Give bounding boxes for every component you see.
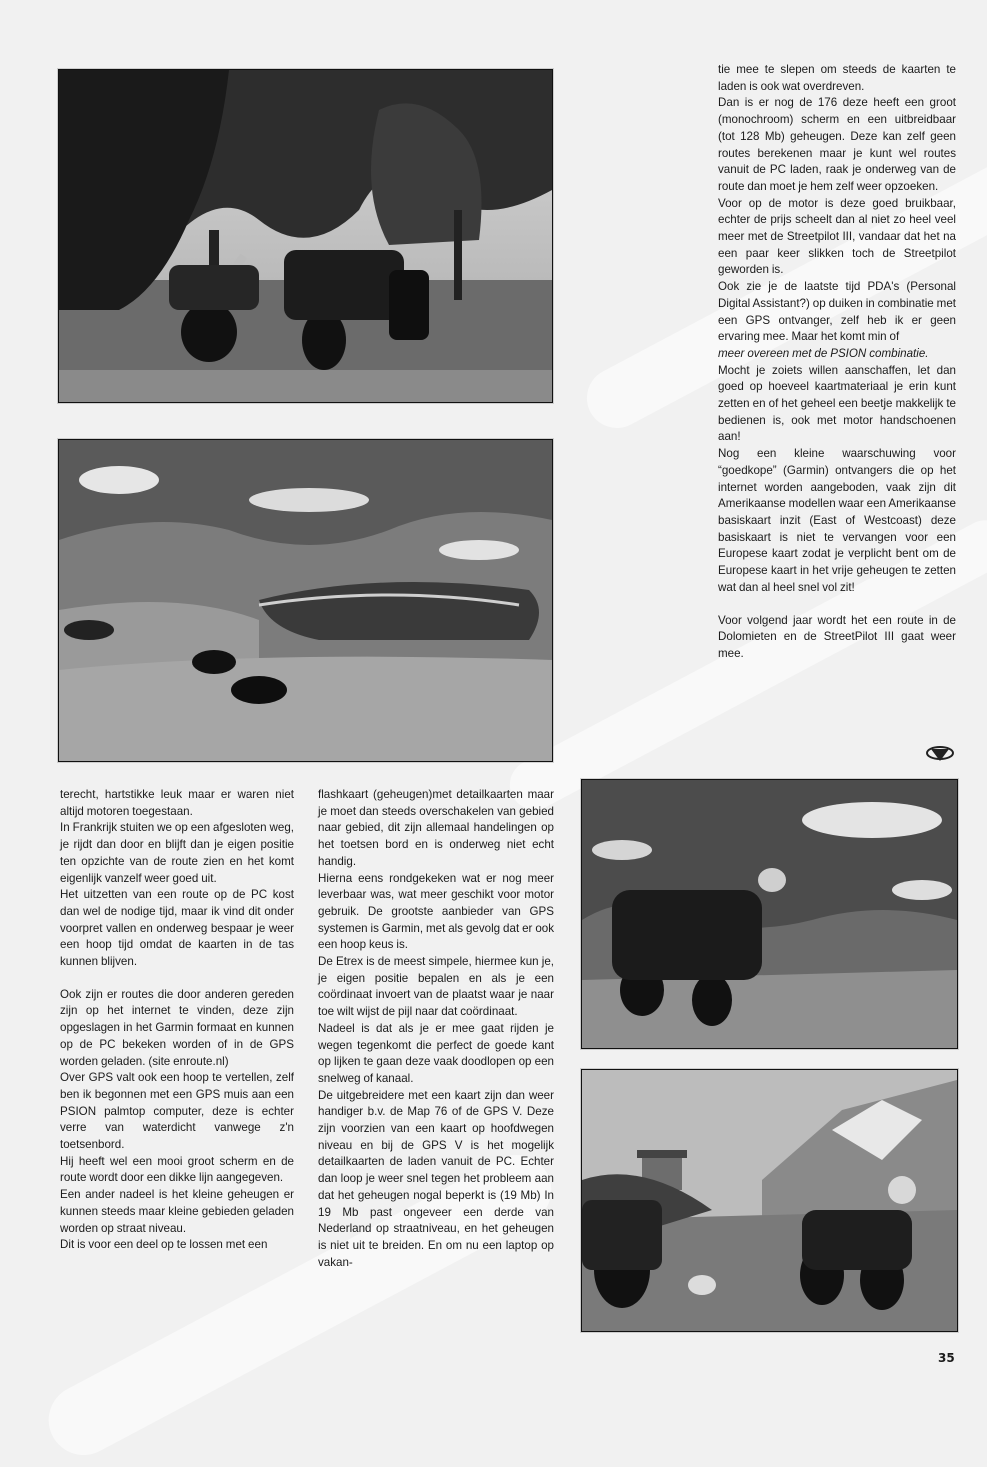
- paragraph: Mocht je zoiets willen aanschaffen, let dan goed op hoeveel kaartmateriaal je erin kunt zetten en of het geheel een beetje makkelijk te bedienen is, ook met motor handschoenen aan!: [718, 363, 956, 444]
- paragraph: flashkaart (geheugen)met detailkaarten maar je moet dan steeds overschakelen van gebied naar gebied, dit zijn allemaal handelingen op het toetsen bord en is onderweg niet echt handig.: [318, 788, 554, 868]
- paragraph: Hij heeft wel een mooi groot scherm en de route wordt door een dikke lijn aangegeven.: [60, 1154, 294, 1185]
- article-column-middle-bottom: [318, 787, 554, 1271]
- end-of-article-icon: [925, 742, 955, 764]
- paragraph: Ook zie je de laatste tijd PDA's (Personal Digital Assistant?) op duiken in combinatie met een GPS ontvanger, zelf heb ik er geen ervaring mee. Maar het komt min of: [718, 280, 956, 344]
- paragraph: In Frankrijk stuiten we op een afgesloten weg, je rijdt dan door en blijft dan je eigen positie ten opzichte van de route zien en het komt eigenlijk vanzelf weer goed uit.: [60, 821, 294, 885]
- paragraph: Voor volgend jaar wordt het een route in de Dolomieten en de StreetPilot III gaat weer mee.: [718, 613, 956, 660]
- paragraph: Ook zijn er routes die door anderen gereden zijn op het internet te vinden, deze zijn opgeslagen in het Garmin formaat en kunnen op de PC bekeken worden of in de GPS worden geladen. (site enroute.nl): [60, 987, 294, 1068]
- article-column-left-bottom: [60, 787, 294, 1254]
- paragraph: Hierna eens rondgekeken wat er nog meer leverbaar was, wat meer geschikt voor motor gebruik. De grootste aanbieder van GPS systemen is Garmin, met als gevolg dat er ook een hoop keus is.: [318, 871, 555, 952]
- paragraph: Het uitzetten van een route op de PC kost dan wel de nodige tijd, maar ik vind dit onder voorpret vallen en onderweg bespaar je weer een hoop tijd omdat de kaarten in de tas kunnen blijven.: [60, 888, 294, 969]
- paragraph: Een ander nadeel is het kleine geheugen er kunnen steeds maar kleine gebieden geladen worden op straat niveau.: [60, 1188, 294, 1235]
- photo-motorcycle-mountain-parking: [581, 779, 958, 1049]
- paragraph: Over GPS valt ook een hoop te vertellen, zelf ben ik begonnen met een GPS muis aan een PSION palmtop computer, deze is echter verre van waterdicht vanwege z'n toetsenbord.: [60, 1071, 294, 1152]
- paragraph: Voor op de motor is deze goed bruikbaar, echter de prijs scheelt dan al niet zo heel veel meer met de Streetpilot III, vandaar dat het na een paar keer slikken toch de Streetpilot geworden is.: [718, 196, 956, 277]
- paragraph: terecht, hartstikke leuk maar er waren niet altijd motoren toegestaan.: [60, 788, 294, 818]
- photo-mountain-hairpin-road: [58, 439, 553, 762]
- paragraph: meer overeen met de PSION combinatie.: [718, 346, 929, 360]
- paragraph: tie mee te slepen om steeds de kaarten te laden is ook wat overdreven.: [718, 63, 956, 93]
- page-number: 35: [938, 1351, 955, 1365]
- photo-motorcycles-under-trees: [58, 69, 553, 403]
- photo-motorcycles-mountain-pass: [581, 1069, 958, 1332]
- article-column-right-top: [718, 62, 956, 663]
- paragraph: De Etrex is de meest simpele, hiermee kun je, je eigen positie bepalen en als je een coördinaat invoert van de plaatst waar je naar toe wilt wijst de pijl naar dat coördinaat.: [318, 955, 554, 1019]
- paragraph: Nog een kleine waarschuwing voor “goedkope” (Garmin) ontvangers die op het internet worden aangeboden, vaak zijn dit Amerikaanse modellen waar een Amerikaanse basiskaart inzit (East of Westcoast) deze basiskaart is niet te vervangen voor een Europese kaart zodat je verplicht bent om de Europese kaart in het vrije geheugen te zetten wat dan al heel snel vol zit!: [718, 447, 956, 594]
- paragraph: Dit is voor een deel op te lossen met een: [60, 1238, 268, 1252]
- paragraph: Dan is er nog de 176 deze heeft een groot (monochroom) scherm en een uitbreidbaar (tot 128 Mb) geheugen. Deze kan zelf geen routes berekenen maar je kunt wel routes vanuit de PC laden, raak je onderweg van de route dan moet je hem zelf weer opzoeken.: [718, 96, 956, 193]
- paragraph: Nadeel is dat als je er mee gaat rijden je wegen tegenkomt die perfect de goede kant op lijken te gaan deze vaak doodlopen op een snelweg of kanaal.: [318, 1021, 554, 1085]
- paragraph: De uitgebreidere met een kaart zijn dan weer handiger b.v. de Map 76 of de GPS V. Deze zijn voorzien van een kaart op hoofdwegen niveau en bij de GPS V is het mogelijk detailkaarten de laden vanuit de PC. Echter dan loop je weer snel tegen het probleem aan dat het geheugen nogal beperkt is (19 Mb) In 19 Mb past ongeveer een derde van Nederland op straatniveau, en het geheugen is niet uit te breiden. En om nu een laptop op vakan-: [318, 1088, 554, 1269]
